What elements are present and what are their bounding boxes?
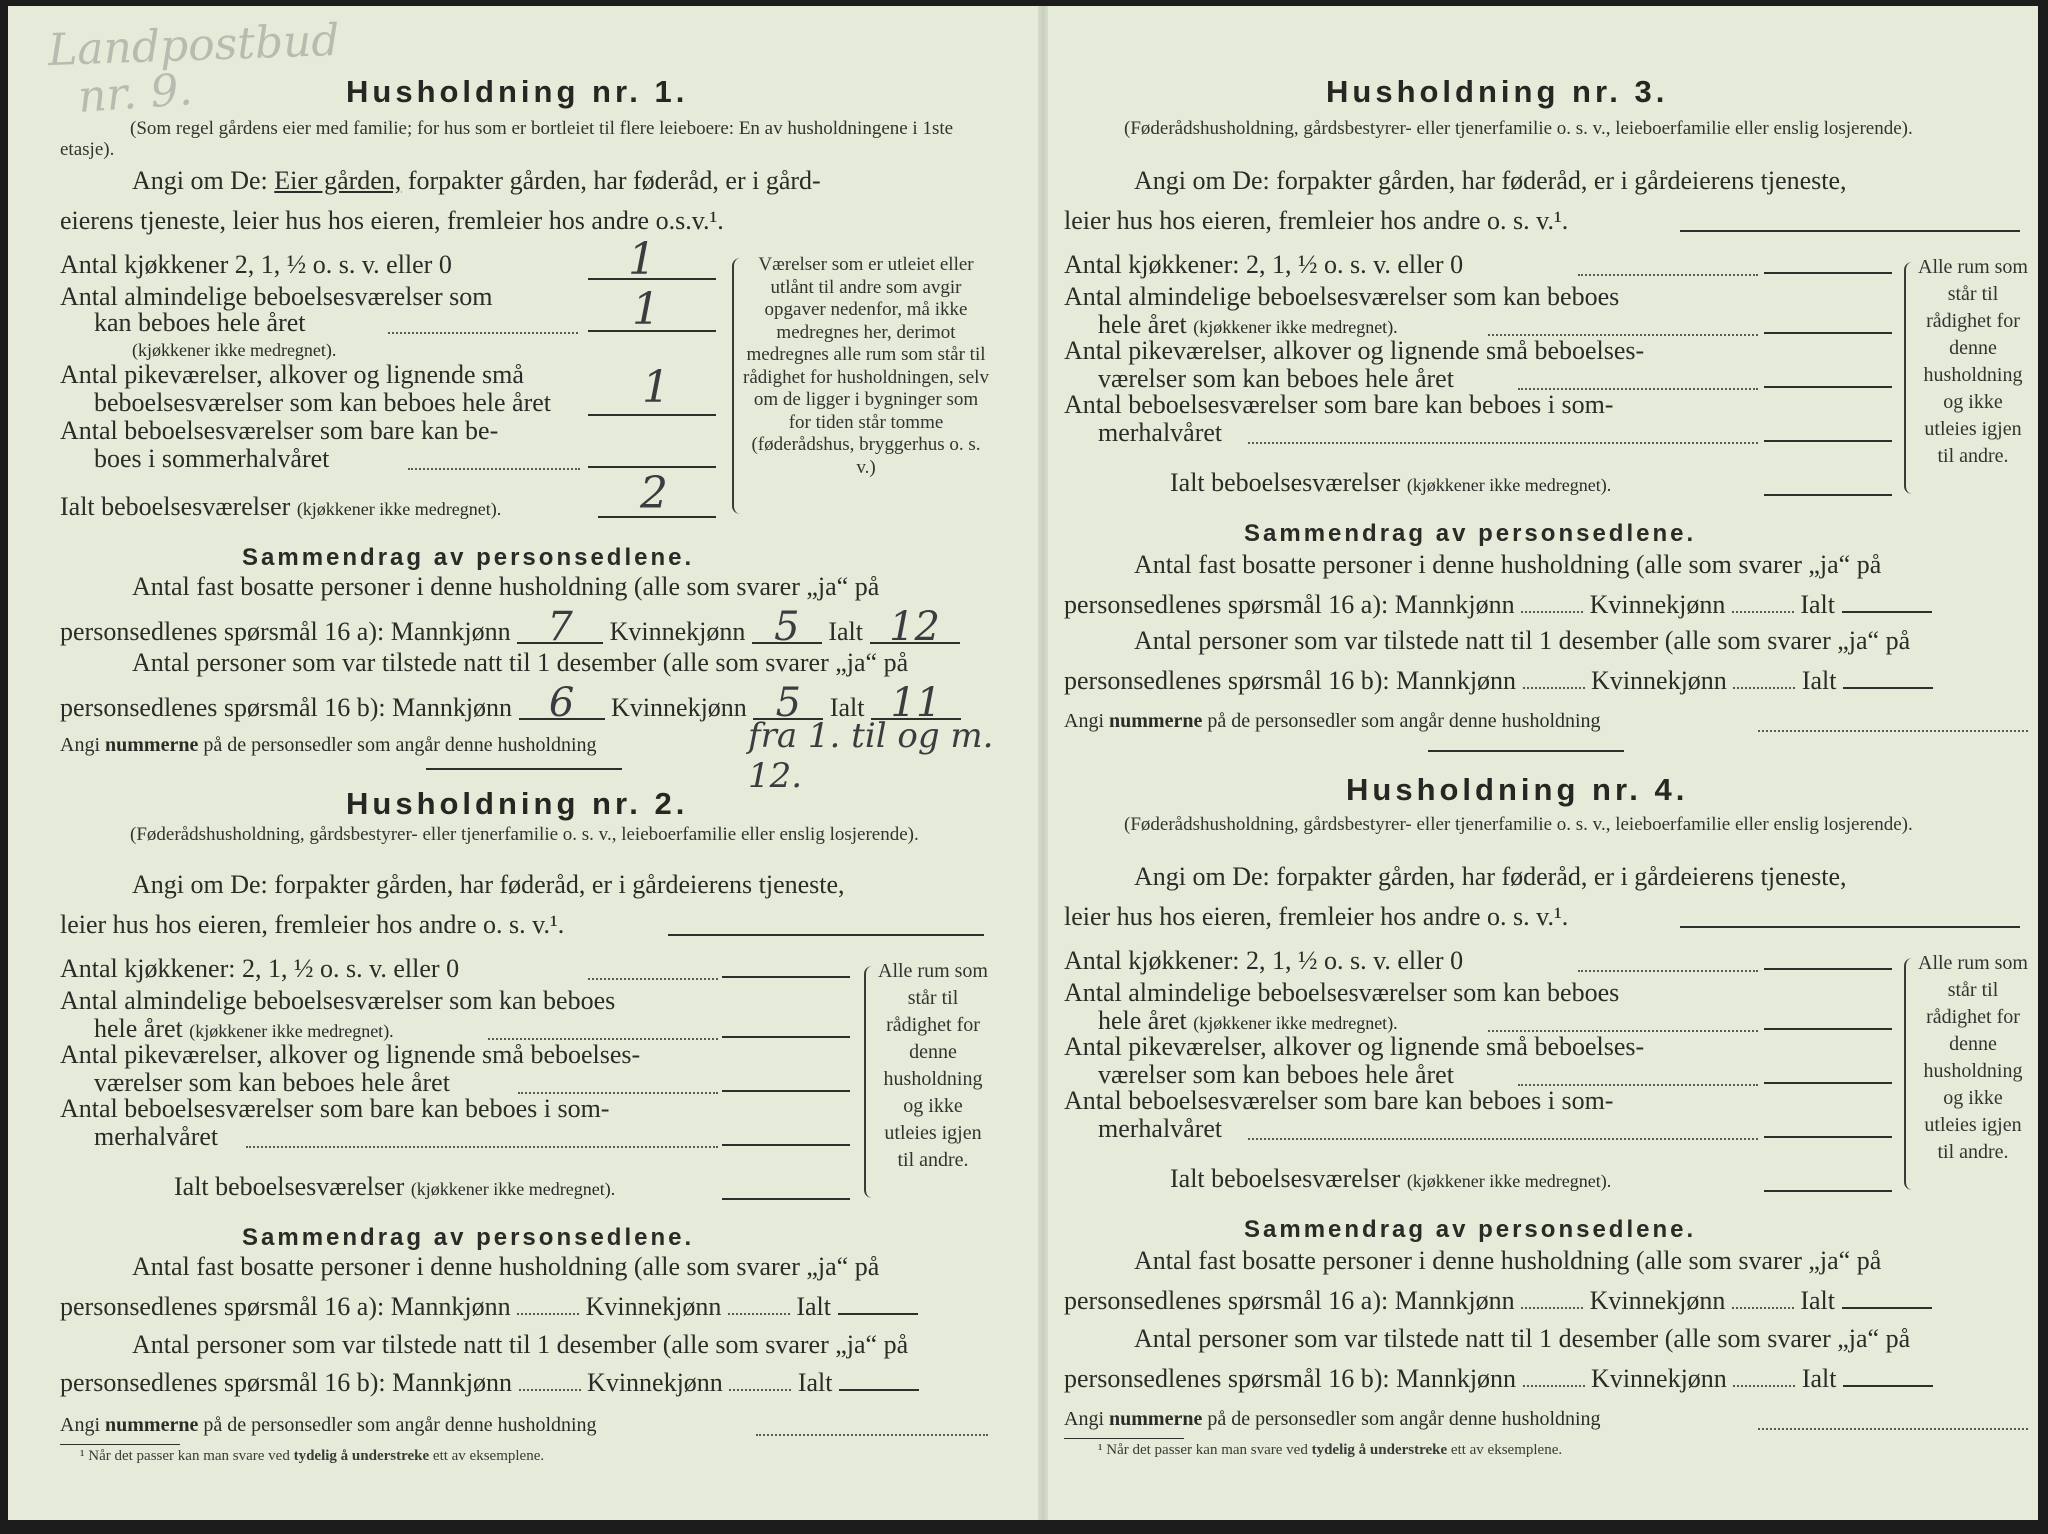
rooms-answer-line <box>1764 1028 1892 1030</box>
household-2-note: (Føderådshusholdning, gårdsbestyrer- eller tjenerfamilie o. s. v., leieboerfamilie eller enslig losjerende). <box>130 824 919 845</box>
total-label: Ialt <box>1800 1286 1836 1315</box>
kitchens-question: Antal kjøkkener: 2, 1, ½ o. s. v. eller 0 <box>1064 250 1464 279</box>
footnote-rule <box>1064 1438 1184 1439</box>
rooms-question: Antal almindelige beboelsesværelser som kan beboes <box>60 986 616 1015</box>
census-form-sheet <box>8 6 2038 1520</box>
household-4-angi-line: Angi om De: forpakter gården, har føderåd, er i gårdeierens tjeneste, <box>1134 862 1847 891</box>
total-blank <box>1843 687 1933 689</box>
total-label: Ialt <box>796 1292 832 1321</box>
household-3-side-note: Alle rum som står til rådighet for denne husholdning og ikke utleies igjen til andre. <box>1918 256 2028 467</box>
angi-options: forpakter gården, har føderåd, er i gård- <box>407 166 821 195</box>
household-2-title: Husholdning nr. 2. <box>346 786 689 821</box>
numbers-label-bold: nummerne <box>1109 710 1203 732</box>
total-rooms-label <box>174 1172 615 1202</box>
household-4-title: Husholdning nr. 4. <box>1346 772 1689 807</box>
total-label: Ialt beboelsesværelser <box>60 492 291 521</box>
household-4-note: (Føderådshusholdning, gårdsbestyrer- eller tjenerfamilie o. s. v., leieboerfamilie eller enslig losjerende). <box>1124 814 1913 835</box>
angi-option-eier-underlined: Eier gården, <box>274 166 402 195</box>
total-blank <box>1843 1385 1933 1387</box>
household-2-side-note: Alle rum som står til rådighet for denne husholdning og ikke utleies igjen til andre. <box>878 960 988 1171</box>
total-note: (kjøkkener ikke medregnet). <box>1406 475 1612 495</box>
summer-answer-line <box>1764 440 1892 442</box>
female-blank <box>1733 1385 1795 1387</box>
total-blank <box>838 1313 918 1315</box>
maid-answer-line <box>1764 1082 1892 1084</box>
resident-count-line-2 <box>1064 1286 1932 1316</box>
female-label: Kvinnekjønn <box>1591 666 1727 695</box>
rooms-label: hele året <box>1098 1006 1187 1035</box>
rooms-answer-line <box>1764 332 1892 334</box>
numbers-line <box>1064 1408 1601 1431</box>
numbers-label-bold: nummerne <box>1109 1408 1203 1430</box>
angi-answer-line <box>668 934 984 936</box>
total-label: Ialt beboelsesværelser <box>174 1172 405 1201</box>
male-blank <box>1523 687 1585 689</box>
numbers-label-a: Angi <box>60 1414 100 1436</box>
maid-rooms-question-2: værelser som kan beboes hele året <box>1098 364 1454 393</box>
household-2-summary-title: Sammendrag av personsedlene. <box>242 1224 695 1251</box>
present-count-line-2 <box>1064 1364 1933 1394</box>
total-label: Ialt <box>828 617 864 646</box>
summer-dots <box>1248 1138 1758 1140</box>
male-blank <box>517 1313 579 1315</box>
kitchens-question: Antal kjøkkener: 2, 1, ½ o. s. v. eller 0 <box>1064 946 1464 975</box>
female-label: Kvinnekjønn <box>585 1292 722 1321</box>
household-4-angi-line-2: leier hus hos eieren, fremleier hos andre o. s. v.¹. <box>1064 902 1569 931</box>
resident-female: 5 <box>752 612 822 644</box>
female-label: Kvinnekjønn <box>1591 1364 1727 1393</box>
numbers-label-c: på de personsedler som angår denne husholdning <box>1207 710 1601 732</box>
maid-rooms-question: Antal pikeværelser, alkover og lignende små <box>60 360 524 389</box>
total-rooms-label <box>1170 1164 1611 1194</box>
present-count-line-2 <box>1064 666 1933 696</box>
female-label: Kvinnekjønn <box>587 1368 723 1397</box>
maid-rooms-question: Antal pikeværelser, alkover og lignende små beboelses- <box>1064 336 1645 365</box>
summer-rooms-question-2: merhalvåret <box>1098 1114 1223 1143</box>
angi-answer-line <box>1680 230 2020 232</box>
total-label: Ialt <box>1801 666 1837 695</box>
maid-answer-line <box>722 1090 850 1092</box>
page-fold-divider <box>1038 6 1048 1520</box>
rooms-note: (kjøkkener ikke medregnet). <box>132 340 337 360</box>
rooms-note: (kjøkkener ikke medregnet). <box>189 1021 394 1041</box>
female-blank <box>1732 1307 1794 1309</box>
footnote-c: ett av eksemplene. <box>432 1448 545 1464</box>
rooms-question-2: kan beboes hele året <box>94 308 306 337</box>
male-label: personsedlenes spørsmål 16 a): Mannkjønn <box>1064 1286 1515 1315</box>
side-note-brace <box>1904 262 1916 494</box>
summer-rooms-question: Antal beboelsesværelser som bare kan beboes i som- <box>1064 1086 1614 1115</box>
margin-note-number: nr. 9. <box>76 64 195 123</box>
household-3-note: (Føderådshusholdning, gårdsbestyrer- eller tjenerfamilie o. s. v., leieboerfamilie eller enslig losjerende). <box>1124 118 1913 139</box>
rooms-label: hele året <box>94 1014 183 1043</box>
angi-label: Angi om De: <box>132 166 268 195</box>
summer-rooms-question: Antal beboelsesværelser som bare kan be- <box>60 416 499 445</box>
household-1-angi-line <box>132 166 821 196</box>
resident-count-line-2 <box>60 604 960 650</box>
female-label: Kvinnekjønn <box>609 617 746 646</box>
numbers-line <box>60 1414 597 1437</box>
kitchens-dots <box>588 978 718 980</box>
kitchens-question: Antal kjøkkener 2, 1, ½ o. s. v. eller 0 <box>60 250 452 279</box>
kitchens-answer-line <box>1764 968 1892 970</box>
numbers-label-c: på de personsedler som angår denne husholdning <box>203 1414 597 1436</box>
summer-answer-line <box>1764 1136 1892 1138</box>
female-blank <box>1733 687 1795 689</box>
male-blank <box>519 1389 581 1391</box>
total-note: (kjøkkener ikke medregnet). <box>296 499 502 519</box>
numbers-label-c: på de personsedler som angår denne husholdning <box>1207 1408 1601 1430</box>
present-count-line-2 <box>60 1368 919 1398</box>
resident-count-line: Antal fast bosatte personer i denne husholdning (alle som svarer „ja“ på <box>132 1252 880 1281</box>
numbers-line <box>60 734 597 757</box>
male-label: personsedlenes spørsmål 16 b): Mannkjønn <box>60 693 513 722</box>
total-note: (kjøkkener ikke medregnet). <box>410 1179 616 1199</box>
maid-rooms-question-2: værelser som kan beboes hele året <box>1098 1060 1454 1089</box>
total-note: (kjøkkener ikke medregnet). <box>1406 1171 1612 1191</box>
household-1-note: (Som regel gårdens eier med familie; for hus som er bortleiet til flere leieboere: En av husholdningene i 1ste etasje). <box>60 118 954 160</box>
numbers-label-a: Angi <box>1064 1408 1104 1430</box>
female-label: Kvinnekjønn <box>1589 590 1726 619</box>
maid-rooms-answer-line <box>588 414 716 416</box>
male-label: personsedlenes spørsmål 16 a): Mannkjønn <box>60 617 511 646</box>
rooms-note: (kjøkkener ikke medregnet). <box>1193 1013 1398 1033</box>
total-label: Ialt <box>829 693 865 722</box>
female-blank <box>729 1389 791 1391</box>
total-blank <box>839 1389 919 1391</box>
side-note-brace <box>1904 958 1916 1190</box>
kitchens-answer-line <box>722 976 850 978</box>
summer-answer-line <box>722 1144 850 1146</box>
numbers-blank <box>756 1434 988 1436</box>
present-count-line: Antal personer som var tilstede natt til 1 desember (alle som svarer „ja“ på <box>1134 626 1911 655</box>
footnote <box>1098 1442 1562 1459</box>
present-total: 11 <box>871 688 961 720</box>
numbers-label-c: på de personsedler som angår denne husholdning <box>203 734 597 756</box>
numbers-label-bold: nummerne <box>105 734 199 756</box>
summer-dots <box>408 468 580 470</box>
household-2-angi-line: Angi om De: forpakter gården, har føderåd, er i gårdeierens tjeneste, <box>132 870 845 899</box>
kitchens-question: Antal kjøkkener: 2, 1, ½ o. s. v. eller 0 <box>60 954 460 983</box>
rooms-question: Antal almindelige beboelsesværelser som kan beboes <box>1064 978 1620 1007</box>
summer-rooms-question-2: merhalvåret <box>1098 418 1223 447</box>
female-blank <box>728 1313 790 1315</box>
household-4-summary-title: Sammendrag av personsedlene. <box>1244 1216 1697 1243</box>
male-label: personsedlenes spørsmål 16 b): Mannkjønn <box>60 1368 513 1397</box>
household-3-angi-line-2: leier hus hos eieren, fremleier hos andre o. s. v.¹. <box>1064 206 1569 235</box>
household-1-angi-line-2: eierens tjeneste, leier hus hos eieren, fremleier hos andre o.s.v.¹. <box>60 206 724 235</box>
maid-rooms-question-2: værelser som kan beboes hele året <box>94 1068 450 1097</box>
kitchens-dots <box>1578 970 1758 972</box>
summer-rooms-question-2: merhalvåret <box>94 1122 219 1151</box>
numbers-blank <box>1758 730 2028 732</box>
total-answer-line <box>1764 494 1892 496</box>
rooms-question: Antal almindelige beboelsesværelser som kan beboes <box>1064 282 1620 311</box>
summer-dots <box>1248 442 1758 444</box>
margin-note-landpostbud: Landpostbud <box>47 14 341 77</box>
rooms-label: hele året <box>1098 310 1187 339</box>
rooms-answer: 1 <box>632 284 660 335</box>
total-label: Ialt <box>1800 590 1836 619</box>
male-label: personsedlenes spørsmål 16 b): Mannkjønn <box>1064 666 1517 695</box>
household-1-summary-title: Sammendrag av personsedlene. <box>242 544 695 571</box>
total-answer-line <box>722 1198 850 1200</box>
total-answer-line <box>1764 1190 1892 1192</box>
resident-count-line: Antal fast bosatte personer i denne husholdning (alle som svarer „ja“ på <box>132 572 880 601</box>
footnote-bold: tydelig å understreke <box>1311 1442 1448 1458</box>
male-label: personsedlenes spørsmål 16 a): Mannkjønn <box>1064 590 1515 619</box>
kitchens-dots <box>1578 274 1758 276</box>
female-label: Kvinnekjønn <box>611 693 747 722</box>
total-rooms-answer: 2 <box>640 468 668 519</box>
summer-dots <box>246 1146 718 1148</box>
household-3-summary-title: Sammendrag av personsedlene. <box>1244 520 1697 547</box>
household-3-angi-line: Angi om De: forpakter gården, har føderåd, er i gårdeierens tjeneste, <box>1134 166 1847 195</box>
male-label: personsedlenes spørsmål 16 a): Mannkjønn <box>60 1292 511 1321</box>
present-count-line: Antal personer som var tilstede natt til 1 desember (alle som svarer „ja“ på <box>1134 1324 1911 1353</box>
household-3-title: Husholdning nr. 3. <box>1326 74 1669 109</box>
footnote-rule <box>60 1444 180 1445</box>
numbers-label-a: Angi <box>1064 710 1104 732</box>
kitchens-answer-line <box>1764 272 1892 274</box>
total-blank <box>1842 611 1932 613</box>
rooms-answer-line <box>722 1036 850 1038</box>
resident-male: 7 <box>517 612 603 644</box>
summer-rooms-question: Antal beboelsesværelser som bare kan beboes i som- <box>60 1094 610 1123</box>
side-note-brace <box>864 966 876 1198</box>
kitchens-answer: 1 <box>628 234 656 285</box>
resident-count-line-2 <box>1064 590 1932 620</box>
male-blank <box>1521 1307 1583 1309</box>
maid-answer-line <box>1764 386 1892 388</box>
household-1-title: Husholdning nr. 1. <box>346 74 689 109</box>
footnote <box>80 1448 544 1465</box>
household-1-side-note: Værelser som er utleiet eller utlånt til andre som avgir opgaver nedenfor, må ikke medregnes her, derimot medregnes alle rum som står til rådighet for husholdningen, selv om de ligger i bygninger som for tiden står tomme (føderådshus, bryggerhus o. s. v.) <box>743 254 989 478</box>
present-count-line: Antal personer som var tilstede natt til 1 desember (alle som svarer „ja“ på <box>132 1330 909 1359</box>
total-label: Ialt beboelsesværelser <box>1170 468 1401 497</box>
male-label: personsedlenes spørsmål 16 b): Mannkjønn <box>1064 1364 1517 1393</box>
maid-rooms-question: Antal pikeværelser, alkover og lignende små beboelses- <box>60 1040 641 1069</box>
female-label: Kvinnekjønn <box>1589 1286 1726 1315</box>
rooms-note: (kjøkkener ikke medregnet). <box>1193 317 1398 337</box>
angi-answer-line <box>1680 926 2020 928</box>
household-2-angi-line-2: leier hus hos eieren, fremleier hos andre o. s. v.¹. <box>60 910 565 939</box>
numbers-blank <box>1758 1428 2028 1430</box>
numbers-answer: fra 1. til og m. 12. <box>748 716 994 796</box>
footnote-a: ¹ Når det passer kan man svare ved <box>1098 1442 1308 1458</box>
section-separator <box>1428 750 1624 752</box>
male-blank <box>1521 611 1583 613</box>
maid-rooms-question: Antal pikeværelser, alkover og lignende små beboelses- <box>1064 1032 1645 1061</box>
total-blank <box>1842 1307 1932 1309</box>
numbers-label-bold: nummerne <box>105 1414 199 1436</box>
household-4-side-note: Alle rum som står til rådighet for denne husholdning og ikke utleies igjen til andre. <box>1918 952 2028 1163</box>
rooms-question: Antal almindelige beboelsesværelser som <box>60 282 493 311</box>
summer-rooms-question: Antal beboelsesværelser som bare kan beboes i som- <box>1064 390 1614 419</box>
resident-count-line-2 <box>60 1292 918 1322</box>
maid-rooms-answer: 1 <box>642 362 670 413</box>
total-label: Ialt <box>1801 1364 1837 1393</box>
maid-rooms-question-2: beboelsesværelser som kan beboes hele året <box>94 388 552 417</box>
female-blank <box>1732 611 1794 613</box>
numbers-line <box>1064 710 1601 733</box>
footnote-c: ett av eksemplene. <box>1450 1442 1563 1458</box>
present-male: 6 <box>519 688 605 720</box>
present-female: 5 <box>753 688 823 720</box>
male-blank <box>1523 1385 1585 1387</box>
section-separator <box>426 768 622 770</box>
total-rooms-label <box>60 492 501 522</box>
summer-rooms-question-2: boes i sommerhalvåret <box>94 444 330 473</box>
resident-count-line: Antal fast bosatte personer i denne husholdning (alle som svarer „ja“ på <box>1134 1246 1882 1275</box>
total-label: Ialt beboelsesværelser <box>1170 1164 1401 1193</box>
footnote-bold: tydelig å understreke <box>293 1448 430 1464</box>
numbers-label-a: Angi <box>60 734 100 756</box>
present-count-line: Antal personer som var tilstede natt til 1 desember (alle som svarer „ja“ på <box>132 648 909 677</box>
total-rooms-label <box>1170 468 1611 498</box>
resident-count-line: Antal fast bosatte personer i denne husholdning (alle som svarer „ja“ på <box>1134 550 1882 579</box>
rooms-dots <box>388 332 578 334</box>
total-label: Ialt <box>797 1368 833 1397</box>
footnote-a: ¹ Når det passer kan man svare ved <box>80 1448 290 1464</box>
resident-total: 12 <box>870 612 960 644</box>
